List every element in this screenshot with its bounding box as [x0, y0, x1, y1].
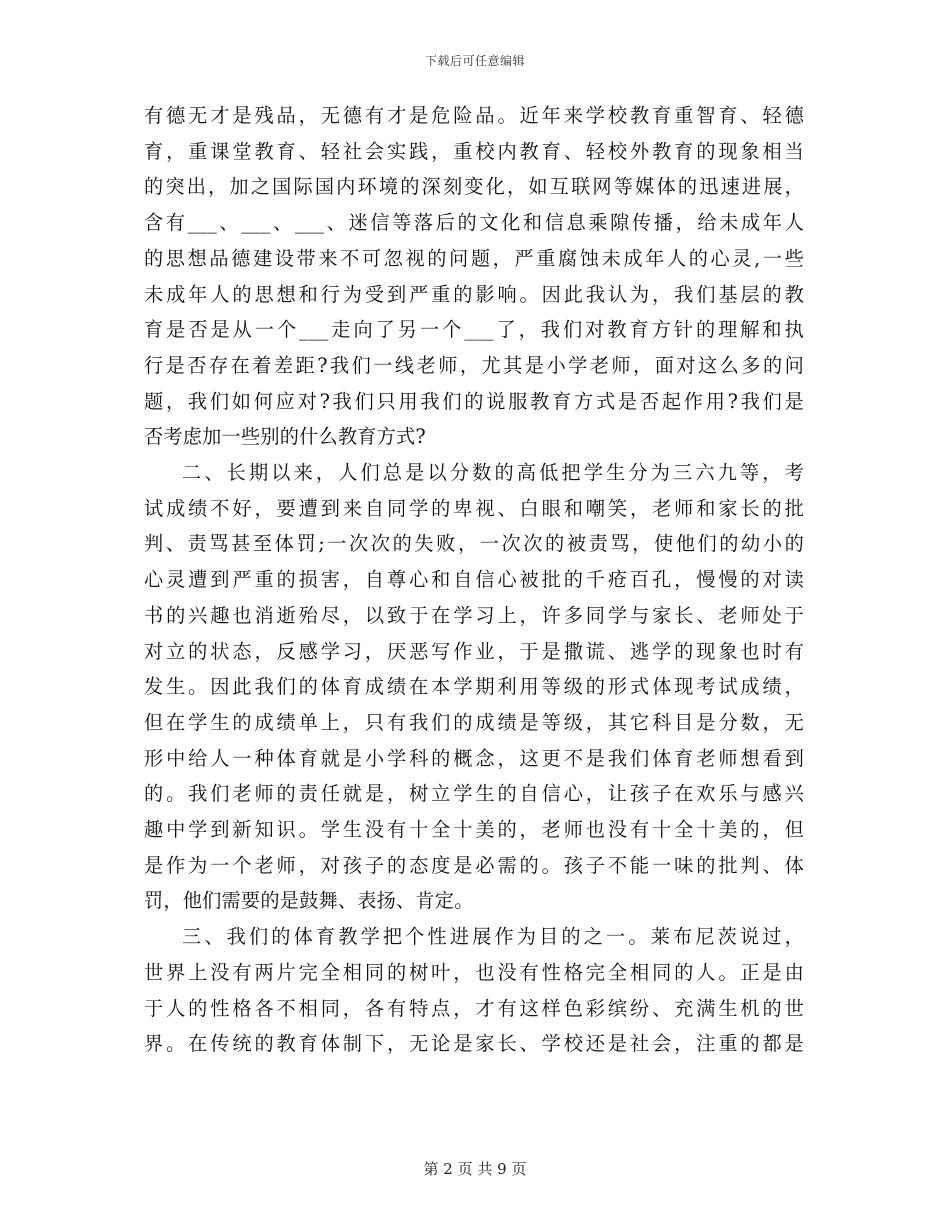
text-line: 对立的状态，反感学习，厌恶写作业，于是撒谎、逃学的现象也时有: [144, 639, 804, 663]
paragraph-2: [144, 455, 804, 919]
text-line: 三、我们的体育教学把个性进展作为目的之一。莱布尼茨说过，: [182, 925, 804, 949]
text-line: 世界上没有两片完全相同的树叶，也没有性格完全相同的人。正是由: [144, 960, 804, 984]
page-header-note: 下载后可任意编辑: [424, 54, 525, 68]
text-line: 育，重课堂教育、轻社会实践，重校内教育、轻校外教育的现象相当: [144, 139, 804, 163]
paragraph-3: [144, 919, 804, 1062]
text-line: 的。我们老师的责任就是，树立学生的自信心，让孩子在欢乐与感兴: [144, 782, 804, 806]
text-line: 形中给人一种体育就是小学科的概念，这更不是我们体育老师想看到: [144, 746, 804, 770]
text-line: 二、长期以来，人们总是以分数的高低把学生分为三六九等，考: [182, 461, 804, 485]
text-line: 判、责骂甚至体罚;一次次的失败，一次次的被责骂，使他们的幼小的: [144, 532, 804, 556]
text-line: 含有___、___、___、迷信等落后的文化和信息乘隙传播，给未成年人: [144, 211, 804, 235]
document-body: [144, 98, 804, 1062]
text-line: 行是否存在着差距?我们一线老师，尤其是小学老师，面对这么多的问: [144, 353, 804, 377]
text-line: 心灵遭到严重的损害，自尊心和自信心被批的千疮百孔，慢慢的对读: [144, 568, 804, 592]
text-line: 的思想品德建设带来不可忽视的问题，严重腐蚀未成年人的心灵,一些: [144, 246, 804, 270]
text-line: 题，我们如何应对?我们只用我们的说服教育方式是否起作用?我们是: [144, 389, 804, 413]
text-line: 是作为一个老师，对孩子的态度是必需的。孩子不能一味的批判、体: [144, 853, 804, 877]
text-line: 但在学生的成绩单上，只有我们的成绩是等级，其它科目是分数，无: [144, 710, 804, 734]
text-line: 试成绩不好，要遭到来自同学的卑视、白眼和嘲笑，老师和家长的批: [144, 496, 804, 520]
text-line: 否考虑加一些别的什么教育方式?: [144, 425, 426, 449]
text-line: 书的兴趣也消逝殆尽，以致于在学习上，许多同学与家长、老师处于: [144, 603, 804, 627]
text-line: 趣中学到新知识。学生没有十全十美的，老师也没有十全十美的，但: [144, 818, 804, 842]
page-number-footer: 第 2 页 共 9 页: [423, 1160, 527, 1178]
text-line: 界。在传统的教育体制下，无论是家长、学校还是社会，注重的都是: [144, 1032, 804, 1056]
text-line: 罚，他们需要的是鼓舞、表扬、肯定。: [144, 889, 474, 913]
text-line: 于人的性格各不相同，各有特点，才有这样色彩缤纷、充满生机的世: [144, 996, 804, 1020]
text-line: 育是否是从一个___走向了另一个___了，我们对教育方针的理解和执: [144, 318, 804, 342]
paragraph-1: [144, 98, 804, 455]
text-line: 有德无才是残品，无德有才是危险品。近年来学校教育重智育、轻德: [144, 104, 804, 127]
text-line: 未成年人的思想和行为受到严重的影响。因此我认为，我们基层的教: [144, 282, 804, 306]
text-line: 发生。因此我们的体育成绩在本学期利用等级的形式体现考试成绩，: [144, 675, 804, 699]
text-line: 的突出，加之国际国内环境的深刻变化，如互联网等媒体的迅速进展，: [144, 175, 804, 199]
